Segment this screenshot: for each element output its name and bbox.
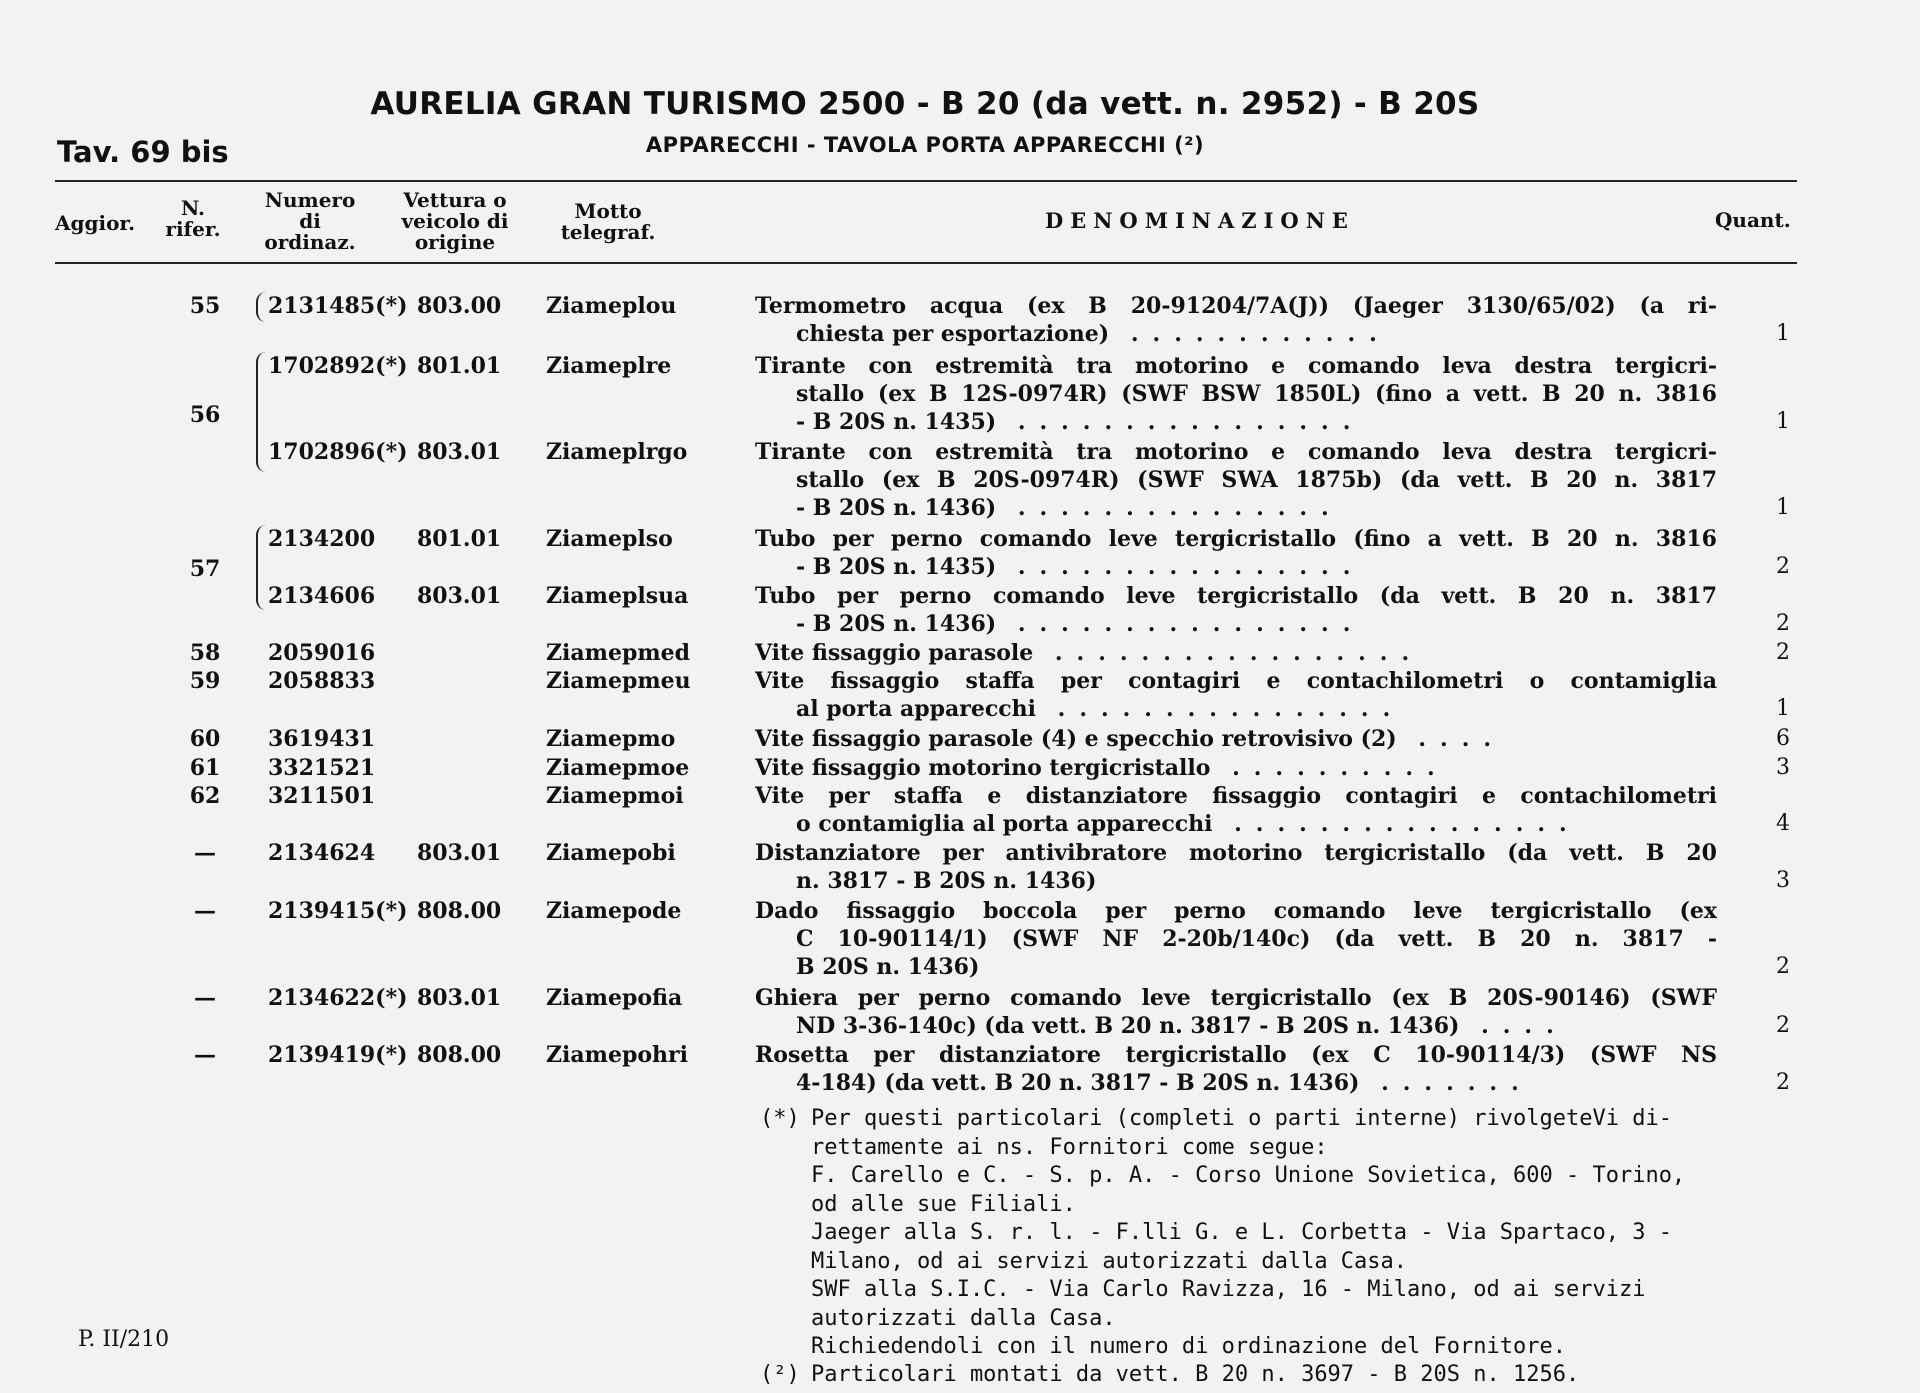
description-line: - B 20S n. 1436) xyxy=(796,611,997,637)
order-number: 2139415(*) xyxy=(268,898,408,924)
vehicle-origin: 808.00 xyxy=(417,1042,502,1068)
note-sup-marker: (²) xyxy=(760,1362,800,1387)
description xyxy=(755,725,1717,753)
leader-dots: ............ xyxy=(1109,321,1391,347)
order-number: 2139419(*) xyxy=(268,1042,408,1068)
col-aggior: Aggior. xyxy=(55,211,136,235)
brace-55 xyxy=(256,292,266,322)
order-number: 2059016 xyxy=(268,640,376,666)
ref-number: 60 xyxy=(189,726,221,752)
telegraph-code: Ziameplre xyxy=(546,353,672,379)
note-sup-text: Particolari montati da vett. B 20 n. 3697 - B 20S n. 1256. xyxy=(811,1362,1580,1387)
page-number: P. II/210 xyxy=(78,1327,170,1352)
description-line: Vite per staffa e distanziatore fissaggio contagiri e contachilometri xyxy=(755,783,1717,809)
col-denominazione: DENOMINAZIONE xyxy=(1045,208,1355,233)
note-star-line: SWF alla S.I.C. - Via Carlo Ravizza, 16 - Milano, od ai servizi xyxy=(811,1277,1646,1302)
description xyxy=(755,1041,1717,1097)
order-number: 1702896(*) xyxy=(268,439,408,465)
ref-number: 62 xyxy=(189,783,221,809)
quantity: 2 xyxy=(1776,1070,1790,1095)
description-line: - B 20S n. 1435) xyxy=(796,554,997,580)
description-line: C 10-90114/1) (SWF NF 2-20b/140c) (da vett. B 20 n. 3817 - xyxy=(796,926,1717,952)
leader-dots: ....... xyxy=(1359,1070,1533,1096)
description-line: Distanziatore per antivibratore motorino tergicristallo (da vett. B 20 xyxy=(755,840,1717,866)
quantity: 2 xyxy=(1776,611,1790,636)
ref-number: 55 xyxy=(189,293,221,319)
col-ordinaz: Numero di ordinaz. xyxy=(264,188,356,254)
order-number: 3211501 xyxy=(268,783,376,809)
description xyxy=(755,782,1717,838)
order-number: 2131485(*) xyxy=(268,293,408,319)
description-line: Vite fissaggio staffa per contagiri e contachilometri o contamiglia xyxy=(755,668,1717,694)
quantity: 4 xyxy=(1776,811,1790,836)
telegraph-code: Ziamepofia xyxy=(546,985,683,1011)
description-line: Vite fissaggio motorino tergicristallo xyxy=(755,755,1211,781)
telegraph-code: Ziameplso xyxy=(546,526,673,552)
header-bottom-rule xyxy=(55,262,1797,264)
vehicle-origin: 803.01 xyxy=(417,439,502,465)
col-vettura: Vettura o veicolo di origine xyxy=(401,188,509,254)
description-line: B 20S n. 1436) xyxy=(796,954,980,980)
quantity: 1 xyxy=(1776,495,1790,520)
quantity: 2 xyxy=(1776,554,1790,579)
description-line: Vite fissaggio parasole (4) e specchio retrovisivo (2) xyxy=(755,726,1397,752)
order-number: 2134606 xyxy=(268,583,376,609)
quantity: 2 xyxy=(1776,1013,1790,1038)
quantity: 2 xyxy=(1776,954,1790,979)
quantity: 3 xyxy=(1776,755,1790,780)
description xyxy=(755,438,1717,522)
description xyxy=(755,352,1717,436)
vehicle-origin: 808.00 xyxy=(417,898,502,924)
description xyxy=(755,897,1717,981)
description-line: Ghiera per perno comando leve tergicristallo (ex B 20S-90146) (SWF xyxy=(755,985,1717,1011)
quantity: 2 xyxy=(1776,640,1790,665)
order-number: 2134624 xyxy=(268,840,376,866)
description xyxy=(755,639,1717,667)
description-line: Tirante con estremità tra motorino e comando leva destra tergicri- xyxy=(755,353,1717,379)
note-star-line: Milano, od ai servizi autorizzati dalla Casa. xyxy=(811,1248,1408,1274)
quantity: 3 xyxy=(1776,868,1790,893)
telegraph-code: Ziamepmed xyxy=(546,640,690,666)
note-star-line: autorizzati dalla Casa. xyxy=(811,1305,1116,1331)
quantity: 1 xyxy=(1776,321,1790,346)
telegraph-code: Ziameplsua xyxy=(546,583,689,609)
note-star-line: F. Carello e C. - S. p. A. - Corso Unione Sovietica, 600 - Torino, xyxy=(811,1163,1686,1188)
description xyxy=(755,839,1717,895)
description-line: n. 3817 - B 20S n. 1436) xyxy=(796,868,1097,894)
leader-dots: ................ xyxy=(996,409,1365,435)
ref-number: — xyxy=(194,898,216,924)
col-motto: Motto telegraf. xyxy=(560,199,656,244)
ref-number: — xyxy=(194,985,216,1011)
description-line: Tubo per perno comando leve tergicristallo (da vett. B 20 n. 3817 xyxy=(755,583,1717,609)
order-number: 2134200 xyxy=(268,526,376,552)
telegraph-code: Ziameplrgo xyxy=(546,439,688,465)
quantity: 1 xyxy=(1776,696,1790,721)
header-top-rule xyxy=(55,180,1797,182)
leader-dots: .... xyxy=(1459,1013,1568,1039)
leader-dots: ................ xyxy=(996,554,1365,580)
description-line: Vite fissaggio parasole xyxy=(755,640,1034,666)
description xyxy=(755,754,1717,782)
description-line: 4-184) (da vett. B 20 n. 3817 - B 20S n. 1436) xyxy=(796,1070,1360,1096)
description-line: Rosetta per distanziatore tergicristallo (ex C 10-90114/3) (SWF NS xyxy=(755,1042,1717,1068)
description-line: Dado fissaggio boccola per perno comando leve tergicristallo (ex xyxy=(755,898,1717,924)
note-star-line: Richiedendoli con il numero di ordinazione del Fornitore. xyxy=(811,1334,1566,1359)
description xyxy=(755,582,1717,638)
leader-dots: ............... xyxy=(996,495,1343,521)
description-line: Termometro acqua (ex B 20-91204/7A(J)) (Jaeger 3130/65/02) (a ri- xyxy=(755,293,1717,319)
order-number: 2134622(*) xyxy=(268,985,408,1011)
description-line: o contamiglia al porta apparecchi xyxy=(796,811,1213,837)
description xyxy=(755,525,1717,581)
telegraph-code: Ziamepode xyxy=(546,898,682,924)
ref-number: 56 xyxy=(189,402,221,428)
description-line: Tirante con estremità tra motorino e comando leva destra tergicri- xyxy=(755,439,1717,465)
order-number: 2058833 xyxy=(268,668,376,694)
leader-dots: .... xyxy=(1396,726,1506,752)
vehicle-origin: 803.00 xyxy=(417,293,502,319)
description-line: - B 20S n. 1435) xyxy=(796,409,997,435)
leader-dots: ................ xyxy=(1212,811,1581,837)
telegraph-code: Ziamepmo xyxy=(546,726,676,752)
telegraph-code: Ziameplou xyxy=(546,293,677,319)
telegraph-code: Ziamepmoi xyxy=(546,783,684,809)
ref-number: 59 xyxy=(189,668,221,694)
description xyxy=(755,984,1717,1040)
description-line: al porta apparecchi xyxy=(796,696,1037,722)
description-line: ND 3-36-140c) (da vett. B 20 n. 3817 - B 20S n. 1436) xyxy=(796,1013,1460,1039)
brace-56 xyxy=(256,352,266,472)
ref-number: 57 xyxy=(189,556,221,582)
table-label: Tav. 69 bis xyxy=(57,135,229,169)
page-subtitle: APPARECCHI - TAVOLA PORTA APPARECCHI (²) xyxy=(645,133,1205,157)
note-star-line: Per questi particolari (completi o parti interne) rivolgeteVi di- xyxy=(811,1106,1672,1131)
ref-number: 58 xyxy=(189,640,221,666)
col-quant: Quant. xyxy=(1715,208,1791,232)
quantity: 1 xyxy=(1776,409,1790,434)
leader-dots: ................ xyxy=(996,611,1365,637)
note-star-line: od alle sue Filiali. xyxy=(811,1191,1076,1217)
order-number: 3321521 xyxy=(268,755,376,781)
description-line: - B 20S n. 1436) xyxy=(796,495,997,521)
telegraph-code: Ziamepmeu xyxy=(546,668,691,694)
ref-number: 61 xyxy=(189,755,221,781)
description-line: Tubo per perno comando leve tergicristallo (fino a vett. B 20 n. 3816 xyxy=(755,526,1717,552)
note-star-line: rettamente ai ns. Fornitori come segue: xyxy=(811,1134,1328,1160)
description-line: stallo (ex B 12S-0974R) (SWF BSW 1850L) (fino a vett. B 20 n. 3816 xyxy=(796,381,1717,407)
telegraph-code: Ziamepohri xyxy=(546,1042,688,1068)
quantity: 6 xyxy=(1776,726,1790,751)
order-number: 3619431 xyxy=(268,726,376,752)
note-star-line: Jaeger alla S. r. l. - F.lli G. e L. Corbetta - Via Spartaco, 3 - xyxy=(811,1220,1672,1245)
order-number: 1702892(*) xyxy=(268,353,408,379)
vehicle-origin: 803.01 xyxy=(417,840,502,866)
vehicle-origin: 801.01 xyxy=(417,353,502,379)
description-line: stallo (ex B 20S-0974R) (SWF SWA 1875b) (da vett. B 20 n. 3817 xyxy=(796,467,1717,493)
vehicle-origin: 803.01 xyxy=(417,985,502,1011)
leader-dots: ................ xyxy=(1036,696,1405,722)
description-line: chiesta per esportazione) xyxy=(796,321,1110,347)
telegraph-code: Ziamepmoe xyxy=(546,755,690,781)
description xyxy=(755,667,1717,723)
telegraph-code: Ziamepobi xyxy=(546,840,676,866)
vehicle-origin: 803.01 xyxy=(417,583,502,609)
ref-number: — xyxy=(194,1042,216,1068)
description xyxy=(755,292,1717,348)
col-rifer: N. rifer. xyxy=(165,196,221,241)
brace-57 xyxy=(256,525,266,610)
leader-dots: .......... xyxy=(1210,755,1449,781)
note-star-marker: (*) xyxy=(760,1106,800,1131)
vehicle-origin: 801.01 xyxy=(417,526,502,552)
leader-dots: ................. xyxy=(1033,640,1424,666)
ref-number: — xyxy=(194,840,216,866)
page-title: AURELIA GRAN TURISMO 2500 - B 20 (da vett. n. 2952) - B 20S xyxy=(370,86,1480,122)
